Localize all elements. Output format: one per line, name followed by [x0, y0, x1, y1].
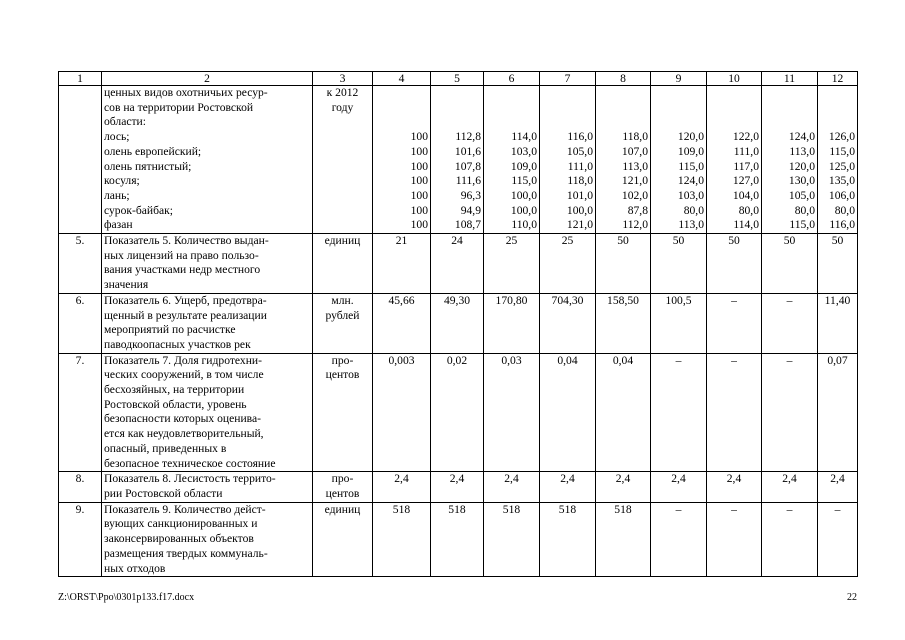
text-line: единиц — [324, 502, 361, 516]
text-line: щенный в результате реализации — [104, 308, 267, 322]
value: 107,0 — [621, 144, 648, 158]
text-line: Показатель 7. Доля гидротехни- — [104, 353, 262, 367]
row-number — [59, 86, 102, 234]
table-row — [59, 502, 858, 577]
value: 108,7 — [454, 218, 481, 232]
value-cell: 518 — [373, 502, 431, 577]
indicator-name — [102, 293, 313, 353]
spacer — [653, 101, 704, 116]
value-cell: 50 — [818, 234, 858, 294]
value: 125,0 — [828, 159, 855, 173]
header-cell: 9 — [651, 72, 707, 86]
indicator-name — [102, 353, 313, 472]
page-number: 22 — [847, 592, 857, 603]
text-line: про- — [331, 472, 354, 486]
value: 103,0 — [677, 188, 704, 202]
value-cell — [651, 86, 707, 234]
spacer — [820, 101, 855, 116]
text-line: сов на территории Ростовской — [104, 100, 254, 114]
value: 111,0 — [567, 159, 593, 173]
value: 100 — [410, 203, 428, 217]
value-cell: 11,40 — [818, 293, 858, 353]
value: 107,8 — [454, 159, 481, 173]
value: 100 — [410, 130, 428, 144]
value-cell: 0,04 — [596, 353, 651, 472]
value-cell: – — [762, 353, 818, 472]
text-line: опасный, приведенных в — [104, 441, 227, 455]
spacer — [598, 86, 648, 101]
spacer — [598, 101, 648, 116]
text-line: ценных видов охотничьих ресур- — [104, 86, 268, 99]
value: 130,0 — [788, 174, 815, 188]
value: 121,0 — [621, 174, 648, 188]
spacer — [653, 86, 704, 101]
row-number: 5. — [59, 234, 102, 294]
value: 116,0 — [829, 218, 855, 232]
value-cell: 2,4 — [762, 472, 818, 502]
value-cell: – — [707, 353, 762, 472]
text-line: мероприятий по расчистке — [104, 323, 236, 337]
text-line: вания участками недр местного — [104, 263, 261, 277]
value-cell: 0,04 — [540, 353, 596, 472]
value-cell: 25 — [484, 234, 540, 294]
value-cell: 0,003 — [373, 353, 431, 472]
value: 114,0 — [733, 218, 759, 232]
value: 100 — [410, 218, 428, 232]
value-cell: 2,4 — [431, 472, 484, 502]
text-line: размещения твердых коммуналь- — [104, 546, 268, 560]
value-cell: – — [762, 502, 818, 577]
value: 101,6 — [454, 144, 481, 158]
header-row — [59, 72, 858, 86]
value: 122,0 — [732, 130, 759, 144]
value: 101,0 — [566, 188, 593, 202]
value: 115,0 — [789, 218, 815, 232]
value: 112,8 — [455, 130, 481, 144]
text-line: области: — [104, 115, 146, 129]
text-line: ных лицензий на право пользо- — [104, 248, 259, 262]
value: 116,0 — [567, 130, 593, 144]
header-cell: 12 — [818, 72, 858, 86]
header-cell: 3 — [313, 72, 373, 86]
indicator-name — [102, 472, 313, 502]
value-cell: 518 — [596, 502, 651, 577]
value: 100 — [410, 144, 428, 158]
unit — [313, 353, 373, 472]
spacer — [433, 115, 481, 130]
unit — [313, 472, 373, 502]
value: 115,0 — [829, 144, 855, 158]
header-cell: 5 — [431, 72, 484, 86]
header-cell: 10 — [707, 72, 762, 86]
value: 118,0 — [567, 174, 593, 188]
text-line: Показатель 9. Количество дейст- — [104, 502, 266, 516]
spacer — [653, 115, 704, 130]
value: 102,0 — [621, 188, 648, 202]
value: 118,0 — [622, 130, 648, 144]
value-cell: 24 — [431, 234, 484, 294]
value: 115,0 — [678, 159, 704, 173]
text-line: рублей — [325, 308, 360, 322]
spacer — [375, 101, 428, 116]
table-row — [59, 472, 858, 502]
file-path: Z:\ORST\Ppo\0301p133.f17.docx — [58, 592, 195, 603]
value-cell: 0,02 — [431, 353, 484, 472]
species-name: фазан — [104, 218, 133, 232]
value-cell: 49,30 — [431, 293, 484, 353]
value: 100 — [410, 174, 428, 188]
species-name: олень пятнистый; — [104, 159, 192, 173]
spacer — [764, 86, 815, 101]
value-cell: 0,03 — [484, 353, 540, 472]
value-cell: 2,4 — [651, 472, 707, 502]
value: 100 — [410, 159, 428, 173]
text-line: безопасное техническое состояние — [104, 456, 276, 470]
spacer — [820, 86, 855, 101]
spacer — [542, 101, 593, 116]
value: 112,0 — [622, 218, 648, 232]
indicator-name — [102, 234, 313, 294]
value-cell: 2,4 — [540, 472, 596, 502]
value: 120,0 — [677, 130, 704, 144]
text-line: ется как неудовлетворительный, — [104, 427, 264, 441]
spacer — [820, 115, 855, 130]
value-cell: 170,80 — [484, 293, 540, 353]
text-line: рии Ростовской области — [104, 486, 223, 500]
value: 110,0 — [511, 218, 537, 232]
value: 135,0 — [828, 174, 855, 188]
text-line: Показатель 8. Лесистость террито- — [104, 472, 276, 486]
spacer — [542, 86, 593, 101]
unit — [313, 234, 373, 294]
value: 104,0 — [732, 188, 759, 202]
value: 87,8 — [627, 203, 648, 217]
species-name: лось; — [104, 130, 130, 144]
value-cell: – — [818, 502, 858, 577]
value: 111,0 — [733, 144, 759, 158]
value: 126,0 — [828, 130, 855, 144]
value: 80,0 — [738, 203, 759, 217]
text-line: к 2012 — [326, 86, 359, 99]
value-cell: – — [651, 353, 707, 472]
text-line: Ростовской области, уровень — [104, 397, 247, 411]
value-cell: 518 — [484, 502, 540, 577]
value-cell: 2,4 — [484, 472, 540, 502]
value: 113,0 — [678, 218, 704, 232]
text-line: значения — [104, 278, 149, 292]
row-number: 7. — [59, 353, 102, 472]
value-cell: 2,4 — [373, 472, 431, 502]
value-cell: – — [707, 502, 762, 577]
value: 120,0 — [788, 159, 815, 173]
text-line: центов — [325, 368, 360, 382]
indicators-table — [58, 71, 858, 577]
value: 100 — [410, 188, 428, 202]
value-cell — [484, 86, 540, 234]
value-cell: 50 — [762, 234, 818, 294]
value-cell: 2,4 — [596, 472, 651, 502]
value: 114,0 — [511, 130, 537, 144]
header-cell: 2 — [102, 72, 313, 86]
header-cell: 7 — [540, 72, 596, 86]
value-cell — [707, 86, 762, 234]
value: 121,0 — [566, 218, 593, 232]
text-line: паводкоопасных участков рек — [104, 337, 251, 351]
text-line: бесхозяйных, на территории — [104, 383, 245, 397]
unit — [313, 293, 373, 353]
text-line: про- — [331, 353, 354, 367]
value-cell — [818, 86, 858, 234]
value-cell: 50 — [651, 234, 707, 294]
spacer — [375, 115, 428, 130]
value: 127,0 — [732, 174, 759, 188]
table-row — [59, 353, 858, 472]
text-line: Показатель 5. Количество выдан- — [104, 234, 269, 248]
value-cell: 25 — [540, 234, 596, 294]
spacer — [542, 115, 593, 130]
value: 113,0 — [622, 159, 648, 173]
value-cell: – — [707, 293, 762, 353]
value: 100,0 — [510, 188, 537, 202]
value: 109,0 — [677, 144, 704, 158]
header-cell: 8 — [596, 72, 651, 86]
value-cell: 2,4 — [707, 472, 762, 502]
value: 111,6 — [455, 174, 481, 188]
table-row — [59, 293, 858, 353]
row-number: 8. — [59, 472, 102, 502]
text-line: ческих сооружений, в том числе — [104, 368, 264, 382]
value-cell: 518 — [540, 502, 596, 577]
spacer — [709, 101, 759, 116]
value: 80,0 — [683, 203, 704, 217]
value-cell: 0,07 — [818, 353, 858, 472]
value-cell: 45,66 — [373, 293, 431, 353]
text-line: Показатель 6. Ущерб, предотвра- — [104, 293, 267, 307]
spacer — [764, 115, 815, 130]
value: 109,0 — [510, 159, 537, 173]
value: 100,0 — [566, 203, 593, 217]
header-cell: 4 — [373, 72, 431, 86]
value-cell — [596, 86, 651, 234]
table-row — [59, 234, 858, 294]
value-cell: 21 — [373, 234, 431, 294]
spacer — [486, 86, 537, 101]
table-row — [59, 86, 858, 234]
value-cell: – — [651, 502, 707, 577]
spacer — [433, 86, 481, 101]
value-cell: 518 — [431, 502, 484, 577]
indicator-name — [102, 502, 313, 577]
value-cell — [762, 86, 818, 234]
text-line: ных отходов — [104, 561, 166, 575]
value-cell: 158,50 — [596, 293, 651, 353]
text-line: центов — [325, 486, 360, 500]
text-line: безопасности которых оценива- — [104, 412, 262, 426]
row-number: 9. — [59, 502, 102, 577]
value: 117,0 — [733, 159, 759, 173]
value: 103,0 — [510, 144, 537, 158]
spacer — [433, 101, 481, 116]
header-cell: 11 — [762, 72, 818, 86]
value-cell: 50 — [596, 234, 651, 294]
text-line: млн. — [331, 293, 354, 307]
value-cell: 704,30 — [540, 293, 596, 353]
header-cell: 1 — [59, 72, 102, 86]
text-line: году — [331, 100, 354, 114]
text-line: законсервированных объектов — [104, 532, 254, 546]
spacer — [764, 101, 815, 116]
value-cell: 100,5 — [651, 293, 707, 353]
value: 80,0 — [834, 203, 855, 217]
value: 80,0 — [794, 203, 815, 217]
text-line: вующих санкционированных и — [104, 517, 258, 531]
value-cell: 2,4 — [818, 472, 858, 502]
species-name: олень европейский; — [104, 144, 202, 158]
spacer — [486, 101, 537, 116]
value: 124,0 — [788, 130, 815, 144]
value: 115,0 — [511, 174, 537, 188]
value-cell: 50 — [707, 234, 762, 294]
value: 100,0 — [510, 203, 537, 217]
species-name: сурок-байбак; — [104, 203, 174, 217]
spacer — [709, 115, 759, 130]
spacer — [486, 115, 537, 130]
value: 113,0 — [789, 144, 815, 158]
value-cell — [540, 86, 596, 234]
value: 105,0 — [566, 144, 593, 158]
text-line: единиц — [324, 234, 361, 248]
species-name: косуля; — [104, 174, 140, 188]
value: 106,0 — [828, 188, 855, 202]
value-cell: – — [762, 293, 818, 353]
indicator-name — [102, 86, 313, 234]
value: 105,0 — [788, 188, 815, 202]
value-cell — [431, 86, 484, 234]
value-cell — [373, 86, 431, 234]
unit — [313, 502, 373, 577]
spacer — [375, 86, 428, 101]
row-number: 6. — [59, 293, 102, 353]
value: 94,9 — [460, 203, 481, 217]
spacer — [709, 86, 759, 101]
header-cell: 6 — [484, 72, 540, 86]
value: 124,0 — [677, 174, 704, 188]
value: 96,3 — [460, 188, 481, 202]
spacer — [598, 115, 648, 130]
species-name: лань; — [104, 188, 130, 202]
unit — [313, 86, 373, 234]
